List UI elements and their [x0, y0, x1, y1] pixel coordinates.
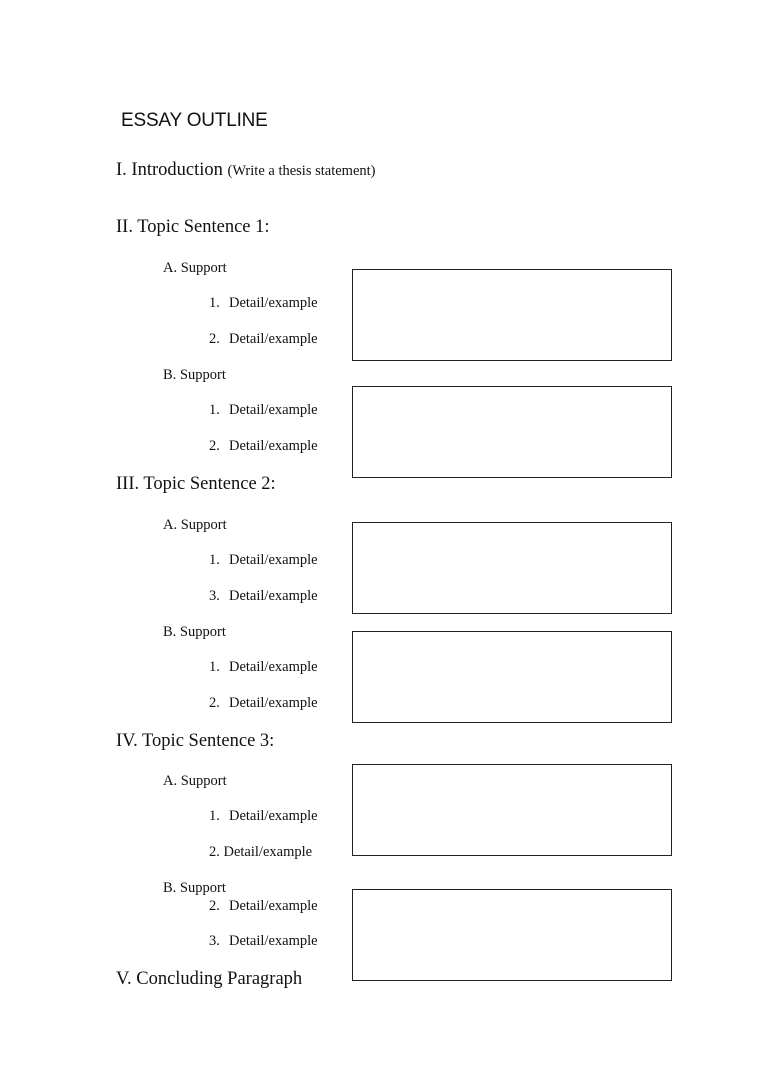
support-b-label: B. Support [163, 367, 226, 383]
topic-sentence-3-heading: IV. Topic Sentence 3: [116, 731, 275, 751]
detail-item: 2. Detail/example [209, 844, 313, 860]
introduction-note: (Write a thesis statement) [227, 163, 376, 179]
detail-item: 1. Detail/example [209, 808, 318, 824]
detail-item: 2. Detail/example [209, 331, 318, 347]
topic-sentence-1-heading: II. Topic Sentence 1: [116, 217, 270, 237]
support-b-label: B. Support [163, 624, 226, 640]
support-a-label: A. Support [163, 773, 227, 789]
answer-box-3b[interactable] [352, 889, 672, 981]
introduction-heading [116, 160, 376, 181]
detail-item: 1. Detail/example [209, 402, 318, 418]
support-a-label: A. Support [163, 517, 227, 533]
answer-box-2b[interactable] [352, 631, 672, 723]
answer-box-2a[interactable] [352, 522, 672, 614]
detail-item: 2. Detail/example [209, 898, 318, 914]
detail-item: 2. Detail/example [209, 695, 318, 711]
detail-item: 3. Detail/example [209, 933, 318, 949]
introduction-label: I. Introduction [116, 160, 223, 180]
support-a-label: A. Support [163, 260, 227, 276]
detail-item: 1. Detail/example [209, 295, 318, 311]
detail-item: 1. Detail/example [209, 552, 318, 568]
topic-sentence-2-heading: III. Topic Sentence 2: [116, 474, 276, 494]
detail-item: 2. Detail/example [209, 438, 318, 454]
concluding-paragraph-heading: V. Concluding Paragraph [116, 969, 303, 989]
answer-box-1b[interactable] [352, 386, 672, 478]
answer-box-1a[interactable] [352, 269, 672, 361]
answer-box-3a[interactable] [352, 764, 672, 856]
support-b-label: B. Support [163, 880, 226, 896]
page-title: ESSAY OUTLINE [121, 110, 268, 131]
detail-item: 3. Detail/example [209, 588, 318, 604]
detail-item: 1. Detail/example [209, 659, 318, 675]
